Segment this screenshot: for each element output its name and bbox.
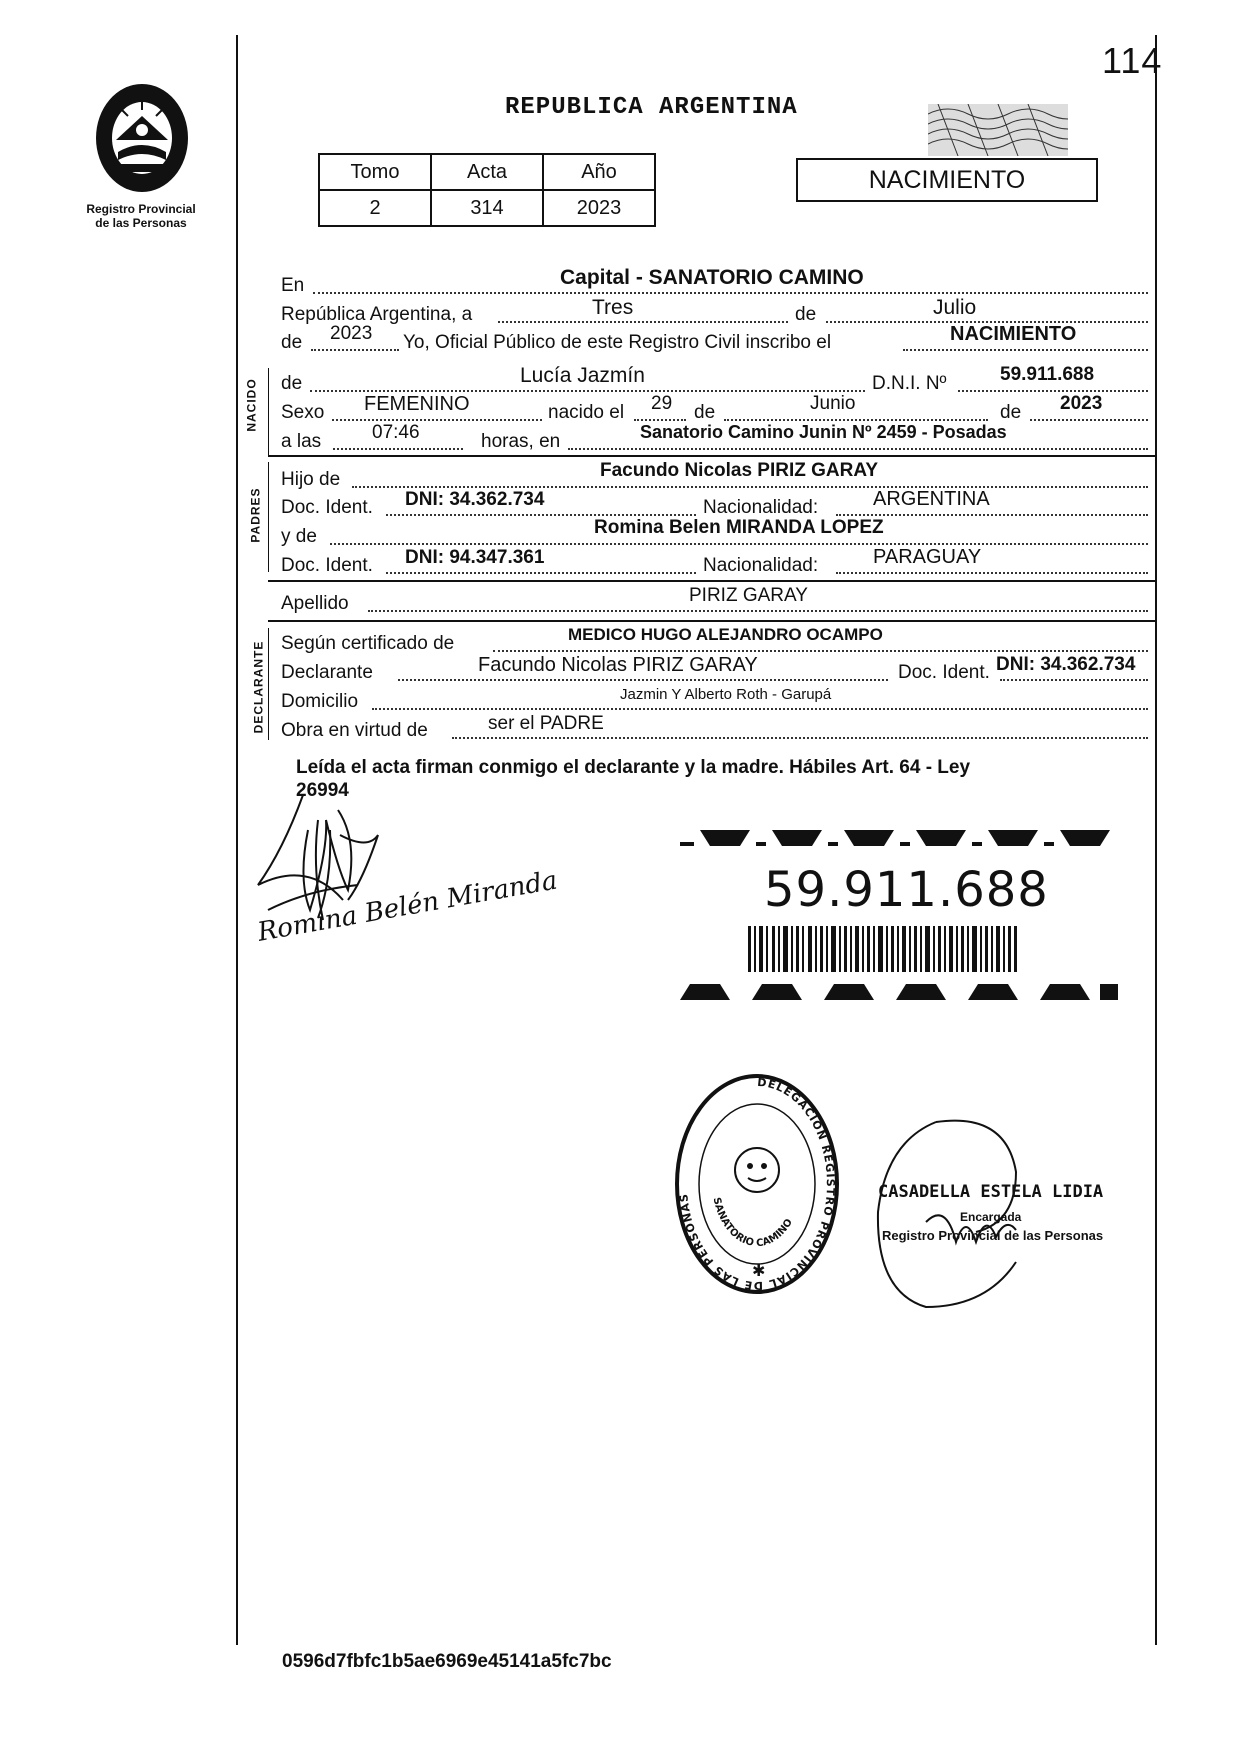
value-lugar-nac: Sanatorio Camino Junin Nº 2459 - Posadas: [640, 422, 1007, 442]
dots-en: [313, 292, 1148, 294]
acta-header-acta: Acta: [431, 154, 543, 190]
padres-bracket: [268, 462, 269, 572]
official-name: CASADELLA ESTELA LIDIA: [878, 1182, 1104, 1202]
closing-text-ley: 26994: [296, 780, 349, 801]
value-obra: ser el PADRE: [488, 713, 604, 734]
dots-lugar-nac: [568, 448, 1148, 450]
label-apellido: Apellido: [281, 593, 349, 614]
value-padre-dni: DNI: 34.362.734: [405, 489, 545, 510]
dots-domicilio: [372, 708, 1148, 710]
official-org: Registro Provincial de las Personas: [882, 1228, 1104, 1243]
value-sexo: FEMENINO: [364, 393, 470, 415]
value-mes-nac: Junio: [810, 393, 856, 414]
dots-anio-nac: [1030, 419, 1148, 421]
label-nacido-el: nacido el: [548, 402, 625, 423]
label-doc-ident-declarante: Doc. Ident.: [898, 662, 990, 683]
dots-nombre: [310, 390, 865, 392]
value-declarante: Facundo Nicolas PIRIZ GARAY: [478, 654, 758, 676]
dots-padre-dni: [386, 514, 696, 516]
side-label-padres: PADRES: [248, 487, 263, 543]
value-tipo: NACIMIENTO: [950, 323, 1077, 345]
value-mes: Julio: [933, 296, 977, 319]
dni-stamp-number: 59.911.688: [764, 862, 1049, 918]
value-domicilio: Jazmin Y Alberto Roth - Garupá: [620, 686, 832, 703]
acta-header-tomo: Tomo: [319, 154, 431, 190]
value-hora: 07:46: [372, 422, 420, 443]
dots-madre-dni: [386, 572, 696, 574]
acta-value-acta: 314: [431, 190, 543, 226]
value-declarante-dni: DNI: 34.362.734: [996, 654, 1136, 675]
dots-dia: [498, 321, 788, 323]
divider-padres: [268, 580, 1155, 582]
seal-ring-text: DELEGACION REGISTRO PROVINCIAL DE LAS PERSONAS: [677, 1075, 837, 1293]
dots-mes-nac: [724, 419, 988, 421]
label-sexo: Sexo: [281, 402, 325, 423]
logo-caption-line-1: Registro Provincial: [86, 202, 196, 216]
declarante-bracket: [268, 628, 269, 740]
value-madre-nac: PARAGUAY: [873, 546, 982, 568]
official-signature-loop: [866, 1102, 1036, 1314]
dots-hora: [333, 448, 463, 450]
dots-madre-nac: [836, 572, 1148, 574]
dots-declarante: [398, 679, 888, 681]
label-segun: Según certificado de: [281, 633, 455, 654]
left-margin-rule: [236, 35, 238, 1645]
divider-apellido: [268, 620, 1155, 622]
label-domicilio: Domicilio: [281, 691, 359, 712]
dni-stamp-band-top: [680, 826, 1130, 850]
dots-padre: [352, 486, 1148, 488]
label-en: En: [281, 275, 305, 296]
label-horas-en: horas, en: [481, 431, 561, 452]
value-apellido: PIRIZ GARAY: [689, 585, 808, 606]
svg-text:✱: ✱: [752, 1261, 766, 1280]
value-dia-letras: Tres: [592, 296, 634, 319]
side-label-declarante: DECLARANTE: [251, 640, 266, 734]
label-y-de: y de: [281, 526, 317, 547]
svg-text:SANATORIO CAMINO: [711, 1196, 795, 1249]
madre-signature-text: Romina Belén Miranda: [255, 865, 560, 948]
logo-caption: [66, 202, 216, 230]
value-dni: 59.911.688: [1000, 364, 1095, 385]
label-a-las: a las: [281, 431, 322, 452]
document-hash: 0596d7fbfc1b5ae6969e45141a5fc7bc: [282, 1651, 612, 1672]
value-padre-nac: ARGENTINA: [873, 488, 990, 510]
dots-tipo: [903, 349, 1148, 351]
label-yo: Yo, Oficial Público de este Registro Civil inscribo el: [403, 332, 832, 353]
dots-anio: [311, 349, 399, 351]
divider-nacido: [268, 455, 1155, 457]
label-dni: D.N.I. Nº: [872, 373, 947, 394]
value-anio-nac: 2023: [1060, 393, 1103, 414]
label-nacionalidad-madre: Nacionalidad:: [703, 555, 819, 576]
dots-dia-nac: [634, 419, 686, 421]
label-de-mes: de: [795, 304, 817, 325]
official-role: Encargada: [960, 1210, 1022, 1224]
acta-header-anio: Año: [543, 154, 655, 190]
label-obra: Obra en virtud de: [281, 720, 428, 741]
acta-table: [318, 153, 656, 227]
label-de-anio: de: [281, 332, 303, 353]
label-de-nombre: de: [281, 373, 303, 394]
record-type-box: NACIMIENTO: [796, 158, 1098, 202]
dots-sexo: [332, 419, 542, 421]
value-madre-dni: DNI: 94.347.361: [405, 547, 545, 568]
dots-madre: [330, 543, 1148, 545]
label-de-anio-nac: de: [1000, 402, 1022, 423]
label-declarante: Declarante: [281, 662, 373, 683]
value-padre: Facundo Nicolas PIRIZ GARAY: [600, 460, 879, 481]
dots-obra: [452, 737, 1148, 739]
right-margin-rule: [1155, 35, 1157, 1645]
acta-value-tomo: 2: [319, 190, 431, 226]
value-madre: Romina Belen MIRANDA LOPEZ: [594, 517, 884, 538]
country-title: REPUBLICA ARGENTINA: [505, 94, 798, 121]
dots-certificado: [493, 650, 1148, 652]
dots-dni: [958, 390, 1148, 392]
value-certificado: MEDICO HUGO ALEJANDRO OCAMPO: [568, 625, 883, 644]
dots-declarante-dni: [1000, 679, 1148, 681]
value-anio: 2023: [330, 323, 373, 344]
dni-stamp-band-bottom: [680, 980, 1130, 1004]
dni-barcode: [748, 926, 1018, 972]
registry-seal: [672, 1066, 842, 1296]
label-hijo-de: Hijo de: [281, 469, 341, 490]
dots-padre-nac: [836, 514, 1148, 516]
seal-inner-text: SANATORIO CAMINO: [710, 1196, 795, 1250]
logo-caption-line-2: de las Personas: [95, 216, 187, 230]
dots-apellido: [368, 610, 1148, 612]
revenue-stamp: [928, 104, 1068, 156]
value-nombre: Lucía Jazmín: [520, 364, 645, 387]
page-number: 114: [1102, 40, 1163, 81]
value-dia-nac: 29: [651, 393, 673, 414]
acta-value-anio: 2023: [543, 190, 655, 226]
value-lugar: Capital - SANATORIO CAMINO: [560, 266, 864, 289]
label-nacionalidad-padre: Nacionalidad:: [703, 497, 819, 518]
closing-text: Leída el acta firman conmigo el declarante y la madre. Hábiles Art. 64 - Ley: [296, 757, 971, 778]
label-doc-ident-madre: Doc. Ident.: [281, 555, 373, 576]
label-doc-ident-padre: Doc. Ident.: [281, 497, 373, 518]
side-label-nacido: NACIDO: [244, 378, 259, 432]
label-de-mes-nac: de: [694, 402, 716, 423]
nacido-bracket: [268, 368, 269, 456]
label-republica: República Argentina, a: [281, 304, 473, 325]
province-logo: [90, 80, 195, 198]
